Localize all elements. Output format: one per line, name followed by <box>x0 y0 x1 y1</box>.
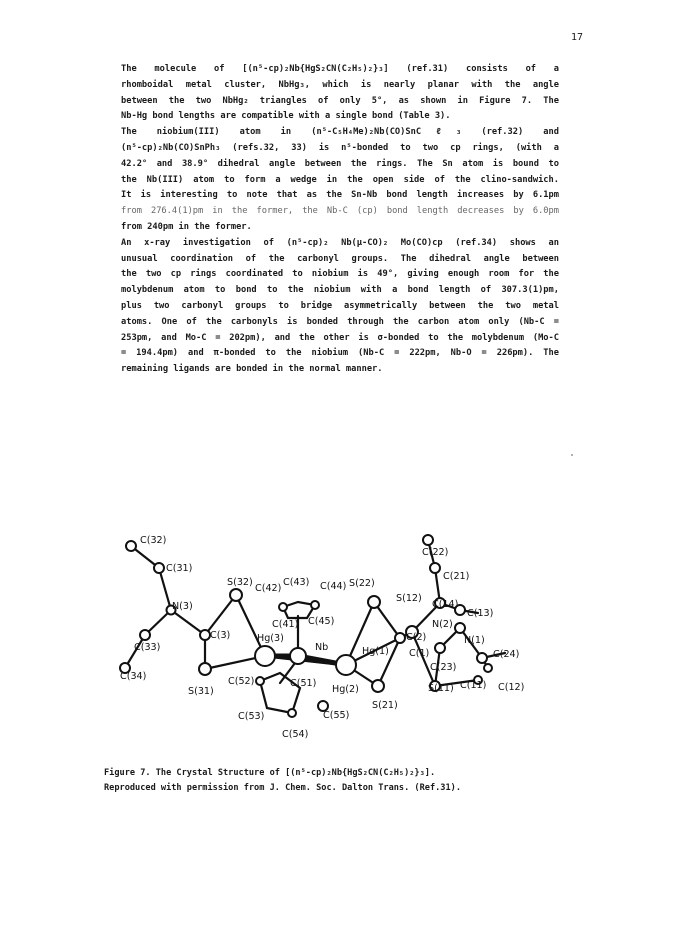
atom-label: C(41) <box>272 619 299 630</box>
crystal-structure-figure <box>110 528 560 750</box>
figure-caption <box>104 766 574 796</box>
text-line: (n⁵-cp)₂Nb(CO)SnPh₃ (refs.32, 33) is n⁵-bonded to two cp rings, (with a <box>121 142 559 153</box>
text-line: molybdenum atom to bond to the niobium with a bond length of 307.3(1)pm, <box>121 285 559 296</box>
atom-label: C(42) <box>255 583 282 594</box>
text-line: The molecule of [(n⁵-cp)₂Nb{HgS₂CN(C₂H₅)₂}₃] (ref.31) consists of a <box>121 64 559 74</box>
atom-label: S(32) <box>227 577 253 588</box>
text-line: between the two NbHg₂ triangles of only 5°, as shown in Figure 7. The <box>121 95 559 106</box>
caption-line: Figure 7. The Crystal Structure of [(n⁵-cp)₂Nb{HgS₂CN(C₂H₅)₂}₃]. <box>104 768 436 778</box>
text-line: An x-ray investigation of (n⁵-cp)₂ Nb(μ-CO)₂ Mo(CO)cp (ref.34) shows an <box>121 237 559 248</box>
atom-label: C(44) <box>320 581 347 592</box>
atom-label: Hg(2) <box>332 684 359 695</box>
atom-label: C(23) <box>430 662 457 673</box>
atom-label: C(52) <box>228 676 255 687</box>
atom-label: C(31) <box>166 563 193 574</box>
text-line: plus two carbonyl groups to bridge asymmetrically between the two metal <box>121 300 559 311</box>
atom-label: C(53) <box>238 711 265 722</box>
text-line: remaining ligands are bonded in the normal manner. <box>121 364 383 375</box>
atom-label: C(2) <box>406 632 427 643</box>
text-line: It is interesting to note that as the Sn-Nb bond length increases by 6.1pm <box>121 190 559 201</box>
atom-label: S(12) <box>396 593 422 604</box>
atom-label: C(45) <box>308 616 335 627</box>
atom-label: C(12) <box>498 682 525 693</box>
scan-speck <box>571 454 573 456</box>
atom-label: C(3) <box>210 630 231 641</box>
text-line: unusual coordination of the carbonyl groups. The dihedral angle between <box>121 253 559 264</box>
atom-label: N(1) <box>464 635 485 646</box>
atom-label: C(24) <box>493 649 520 660</box>
atom-label: S(21) <box>372 700 398 711</box>
atom-label: C(13) <box>467 608 494 619</box>
atom-label: C(21) <box>443 571 470 582</box>
atom-label: C(11) <box>460 680 487 691</box>
atom-label: C(22) <box>422 547 449 558</box>
caption-line: Reproduced with permission from J. Chem. Soc. Dalton Trans. (Ref.31). <box>104 783 461 793</box>
text-line: atoms. One of the carbonyls is bonded through the carbon atom only (Nb-C = <box>121 316 559 327</box>
atom-label: Hg(1) <box>362 646 389 657</box>
text-line: the Nb(III) atom to form a wedge in the open side of the clino-sandwich. <box>121 174 559 185</box>
atom-label: S(31) <box>188 686 214 697</box>
body-text <box>121 62 559 378</box>
atom-label: C(14) <box>432 599 459 610</box>
text-line: 42.2° and 38.9° dihedral angle between the rings. The Sn atom is bound to <box>121 158 559 169</box>
atom-label: C(34) <box>120 671 147 682</box>
atom-label: C(51) <box>290 678 317 689</box>
atom-label: C(43) <box>283 577 310 588</box>
text-line: Nb-Hg bond lengths are compatible with a single bond (Table 3). <box>121 111 451 122</box>
atom-label: C(33) <box>134 642 161 653</box>
atom-label: C(1) <box>409 648 430 659</box>
atom-label: C(32) <box>140 535 167 546</box>
atom-label: C(54) <box>282 729 309 740</box>
atom-label: Hg(3) <box>257 633 284 644</box>
text-line: the two cp rings coordinated to niobium is 49°, giving enough room for the <box>121 269 559 280</box>
atom-label: Nb <box>315 642 329 653</box>
crystal-structure-diagram <box>110 528 560 750</box>
text-line: rhomboidal metal cluster, NbHg₃, which is nearly planar with the angle <box>121 79 559 90</box>
atom-label: N(3) <box>172 601 193 612</box>
text-line: from 240pm in the former. <box>121 221 252 232</box>
text-line: The niobium(III) atom in (n⁵-C₅H₄Me)₂Nb(CO)SnCℓ₃ (ref.32) and <box>121 127 559 138</box>
page-number: 17 <box>571 32 584 43</box>
text-line: = 194.4pm) and π-bonded to the niobium (Nb-C = 222pm, Nb-O = 226pm). The <box>121 348 559 359</box>
text-line: from 276.4(1)pm in the former, the Nb-C (cp) bond length decreases by 6.0pm <box>121 206 559 217</box>
text-line: 253pm, and Mo-C = 202pm), and the other is σ-bonded to the molybdenum (Mo-C <box>121 332 559 343</box>
atom-label: S(22) <box>349 578 375 589</box>
atom-label: C(55) <box>323 710 350 721</box>
atom-label: S(11) <box>428 683 454 694</box>
atom-label: N(2) <box>432 619 453 630</box>
